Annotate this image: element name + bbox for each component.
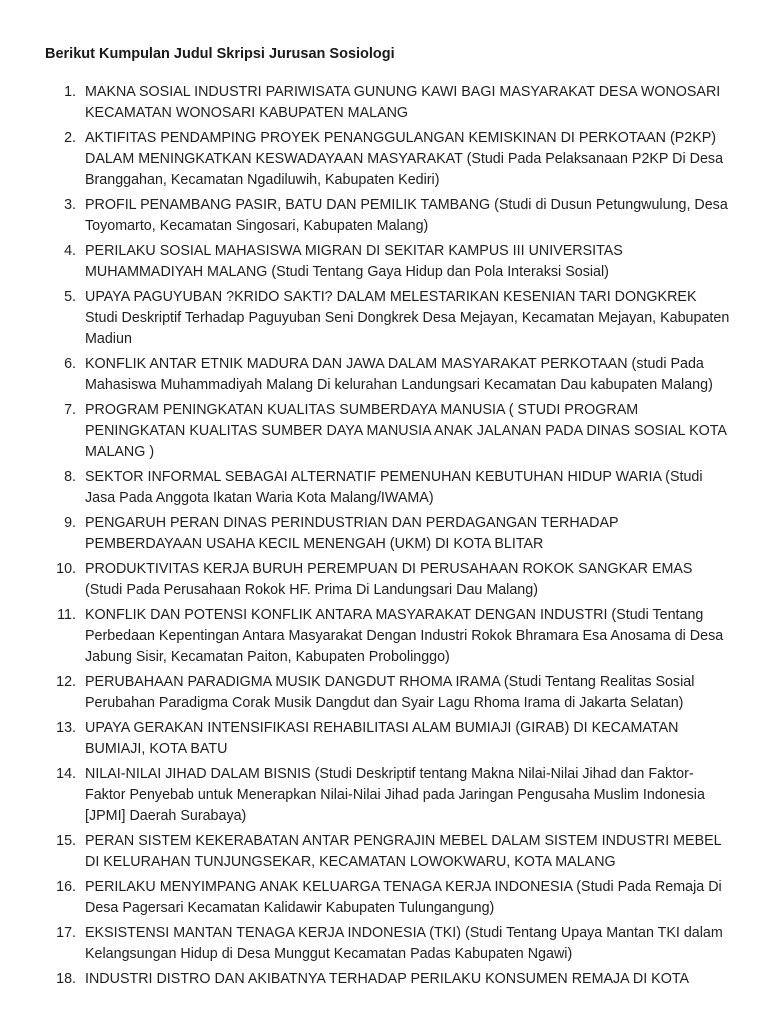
- list-item: [0, 128, 768, 191]
- item-text: UPAYA PAGUYUBAN ?KRIDO SAKTI? DALAM MELESTARIKAN KESENIAN TARI DONGKREK Studi Deskriptif Terhadap Paguyuban Seni Dongkrek Desa Mejayan, Kecamatan Mejayan, Kabupaten Madiun: [85, 289, 730, 347]
- list-item: [0, 559, 768, 601]
- list-item: [0, 195, 768, 237]
- item-number: 3.: [64, 197, 76, 213]
- item-number: 8.: [64, 469, 76, 485]
- item-text: INDUSTRI DISTRO DAN AKIBATNYA TERHADAP PERILAKU KONSUMEN REMAJA DI KOTA: [85, 971, 690, 987]
- list-item: [0, 354, 768, 396]
- item-text: PERAN SISTEM KEKERABATAN ANTAR PENGRAJIN MEBEL DALAM SISTEM INDUSTRI MEBEL DI KELURAHAN TUNJUNGSEKAR, KECAMATAN LOWOKWARU, KOTA MALANG: [85, 833, 722, 870]
- item-number: 16.: [56, 879, 76, 895]
- document-title: Berikut Kumpulan Judul Skripsi Jurusan Sosiologi: [45, 46, 395, 62]
- item-number: 14.: [56, 766, 76, 782]
- list-item: [0, 400, 768, 463]
- list-item: [0, 605, 768, 668]
- list-item: [0, 82, 768, 124]
- item-number: 6.: [64, 356, 76, 372]
- item-number: 17.: [56, 925, 76, 941]
- item-text: KONFLIK DAN POTENSI KONFLIK ANTARA MASYARAKAT DENGAN INDUSTRI (Studi Tentang Perbedaan Kepentingan Antara Masyarakat Dengan Industri Rokok Bhramara Esa Anosama di Desa Jabung Sisir, Kecamatan Paiton, Kabupaten Probolinggo): [85, 607, 724, 665]
- item-number: 12.: [56, 674, 76, 690]
- item-text: AKTIFITAS PENDAMPING PROYEK PENANGGULANGAN KEMISKINAN DI PERKOTAAN (P2KP) DALAM MENINGKATKAN KESWADAYAAN MASYARAKAT (Studi Pada Pelaksanaan P2KP Di Desa Branggahan, Kecamatan Ngadiluwih, Kabupaten Kediri): [85, 130, 724, 188]
- list-item: [0, 969, 768, 990]
- item-text: PROGRAM PENINGKATAN KUALITAS SUMBERDAYA MANUSIA ( STUDI PROGRAM PENINGKATAN KUALITAS SUMBER DAYA MANUSIA ANAK JALANAN PADA DINAS SOSIAL KOTA MALANG ): [85, 402, 727, 460]
- list-item: [0, 831, 768, 873]
- item-text: SEKTOR INFORMAL SEBAGAI ALTERNATIF PEMENUHAN KEBUTUHAN HIDUP WARIA (Studi Jasa Pada Anggota Ikatan Waria Kota Malang/IWAMA): [85, 469, 703, 506]
- item-text: EKSISTENSI MANTAN TENAGA KERJA INDONESIA (TKI) (Studi Tentang Upaya Mantan TKI dalam Kelangsungan Hidup di Desa Munggut Kecamatan Padas Kabupaten Ngawi): [85, 925, 723, 962]
- item-text: PERILAKU SOSIAL MAHASISWA MIGRAN DI SEKITAR KAMPUS III UNIVERSITAS MUHAMMADIYAH MALANG (Studi Tentang Gaya Hidup dan Pola Interaksi Sosial): [85, 243, 623, 280]
- item-text: PENGARUH PERAN DINAS PERINDUSTRIAN DAN PERDAGANGAN TERHADAP PEMBERDAYAAN USAHA KECIL MENENGAH (UKM) DI KOTA BLITAR: [85, 515, 619, 552]
- item-text: UPAYA GERAKAN INTENSIFIKASI REHABILITASI ALAM BUMIAJI (GIRAB) DI KECAMATAN BUMIAJI, KOTA BATU: [85, 720, 679, 757]
- item-text: PRODUKTIVITAS KERJA BURUH PEREMPUAN DI PERUSAHAAN ROKOK SANGKAR EMAS (Studi Pada Perusahaan Rokok HF. Prima Di Landungsari Dau Malang): [85, 561, 693, 598]
- list-item: [0, 877, 768, 919]
- item-number: 4.: [64, 243, 76, 259]
- item-text: NILAI-NILAI JIHAD DALAM BISNIS (Studi Deskriptif tentang Makna Nilai-Nilai Jihad dan Faktor-Faktor Penyebab untuk Menerapkan Nilai-Nilai Jihad pada Jaringan Pengusaha Muslim Indonesia [JPMI] Daerah Surabaya): [85, 766, 705, 824]
- item-number: 11.: [57, 607, 76, 623]
- item-text: MAKNA SOSIAL INDUSTRI PARIWISATA GUNUNG KAWI BAGI MASYARAKAT DESA WONOSARI KECAMATAN WONOSARI KABUPATEN MALANG: [85, 84, 721, 121]
- thesis-title-list: [0, 82, 768, 994]
- list-item: [0, 672, 768, 714]
- item-number: 15.: [56, 833, 76, 849]
- item-number: 2.: [64, 130, 76, 146]
- item-text: KONFLIK ANTAR ETNIK MADURA DAN JAWA DALAM MASYARAKAT PERKOTAAN (studi Pada Mahasiswa Muhammadiyah Malang Di kelurahan Landungsari Kecamatan Dau kabupaten Malang): [85, 356, 713, 393]
- list-item: [0, 718, 768, 760]
- item-number: 10.: [56, 561, 76, 577]
- list-item: [0, 241, 768, 283]
- item-number: 1.: [64, 84, 76, 100]
- item-text: PROFIL PENAMBANG PASIR, BATU DAN PEMILIK TAMBANG (Studi di Dusun Petungwulung, Desa Toyomarto, Kecamatan Singosari, Kabupaten Malang): [85, 197, 728, 234]
- item-number: 13.: [56, 720, 76, 736]
- list-item: [0, 923, 768, 965]
- item-number: 9.: [64, 515, 76, 531]
- list-item: [0, 513, 768, 555]
- item-text: PERUBAHAAN PARADIGMA MUSIK DANGDUT RHOMA IRAMA (Studi Tentang Realitas Sosial Perubahan Paradigma Corak Musik Dangdut dan Syair Lagu Rhoma Irama di Jakarta Selatan): [85, 674, 695, 711]
- list-item: [0, 467, 768, 509]
- item-number: 7.: [64, 402, 76, 418]
- list-item: [0, 764, 768, 827]
- list-item: [0, 287, 768, 350]
- item-number: 18.: [56, 971, 76, 987]
- item-number: 5.: [64, 289, 76, 305]
- item-text: PERILAKU MENYIMPANG ANAK KELUARGA TENAGA KERJA INDONESIA (Studi Pada Remaja Di Desa Pagersari Kecamatan Kalidawir Kabupaten Tulungangung): [85, 879, 722, 916]
